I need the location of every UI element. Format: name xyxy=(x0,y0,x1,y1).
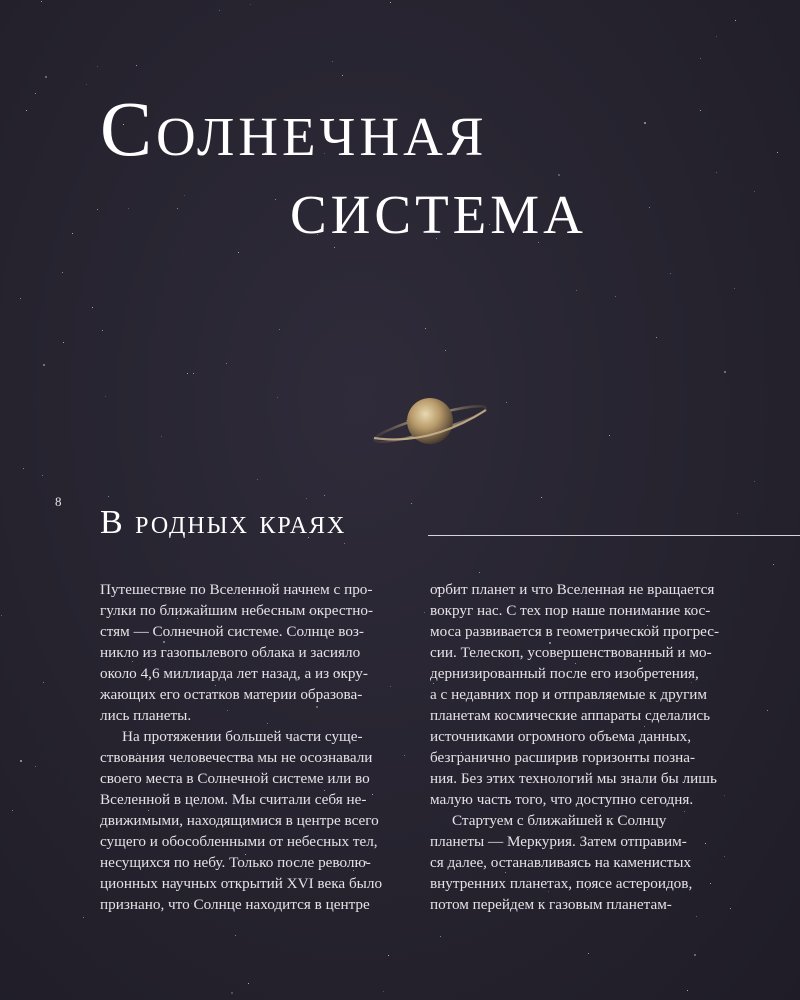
star xyxy=(62,272,63,273)
star xyxy=(342,75,343,76)
star xyxy=(644,122,646,124)
text-line: планетам космические аппараты сделались xyxy=(430,707,711,724)
text-line: вокруг нас. С тех пор наше понимание кос- xyxy=(430,602,711,619)
star xyxy=(506,402,507,403)
star xyxy=(576,290,577,291)
star xyxy=(411,503,412,504)
title-line-1: Солнечная xyxy=(100,85,488,172)
star xyxy=(541,497,542,498)
star xyxy=(1,615,2,616)
star xyxy=(219,10,220,11)
text-line: ствования человечества мы не осознавали xyxy=(100,749,373,766)
text-line: источниками огромного объема данных, xyxy=(430,728,692,745)
star xyxy=(344,543,345,544)
text-line: ционных научных открытий XVI века было xyxy=(100,875,383,892)
section-heading: В родных краях xyxy=(100,504,347,541)
star xyxy=(238,252,239,253)
star xyxy=(226,363,227,364)
star xyxy=(108,496,109,497)
text-line: Стартуем с ближайшей к Солнцу xyxy=(452,812,667,829)
text-line: ся далее, останавливаясь на каменистых xyxy=(430,854,692,871)
star xyxy=(23,468,24,469)
title-line-2: система xyxy=(290,163,587,250)
star xyxy=(279,329,280,330)
star xyxy=(767,710,768,711)
star xyxy=(83,917,84,918)
star xyxy=(735,20,736,21)
page-number: 8 xyxy=(55,494,62,509)
text-line: гулки по ближайшим небесным окрестно- xyxy=(100,602,374,619)
star xyxy=(700,110,701,111)
star xyxy=(687,990,688,991)
star xyxy=(35,93,36,94)
star xyxy=(777,152,778,153)
star xyxy=(250,4,251,5)
heading-divider xyxy=(428,535,800,536)
star xyxy=(390,2,391,3)
star xyxy=(63,342,64,343)
star xyxy=(248,983,249,984)
star xyxy=(43,682,44,683)
star xyxy=(161,436,162,437)
saturn-illustration xyxy=(368,396,492,452)
star xyxy=(425,328,426,329)
star xyxy=(235,935,236,936)
text-line: сущего и обособленными от небесных тел, xyxy=(100,833,378,850)
text-line: Путешествие по Вселенной начнем с про- xyxy=(100,581,373,598)
star xyxy=(724,795,725,796)
star xyxy=(700,58,701,59)
star xyxy=(716,36,717,37)
star xyxy=(724,856,725,857)
star xyxy=(20,760,22,762)
text-line: сии. Телескоп, усовершенствованный и мо- xyxy=(430,644,712,661)
star xyxy=(43,364,45,366)
text-line: признано, что Солнце находится в центре xyxy=(100,896,370,913)
star xyxy=(730,908,731,909)
star xyxy=(136,65,137,66)
star xyxy=(649,207,650,208)
star xyxy=(737,513,738,514)
star xyxy=(383,991,384,992)
star xyxy=(773,564,774,565)
text-line: стям — Солнечной системе. Солнце воз- xyxy=(100,623,364,640)
star xyxy=(257,479,258,480)
text-line: На протяжении большей части суще- xyxy=(122,728,363,745)
body-column-right xyxy=(430,579,720,915)
star xyxy=(97,66,98,67)
star xyxy=(277,397,278,398)
star xyxy=(306,498,307,499)
star xyxy=(187,373,188,374)
text-line: около 4,6 миллиарда лет назад, а из окру- xyxy=(100,665,368,682)
star xyxy=(97,209,98,210)
text-line: лись планеты. xyxy=(100,707,192,724)
star xyxy=(440,936,441,937)
text-line: а с недавних пор и отправляемые к другим xyxy=(430,686,708,703)
star xyxy=(231,992,233,994)
star xyxy=(102,330,103,331)
text-line: Вселенной в целом. Мы считали себя не- xyxy=(100,791,367,808)
text-line: дернизированный после его изобретения, xyxy=(430,665,699,682)
text-line: никло из газопылевого облака и засияло xyxy=(100,644,361,661)
text-line: жающих его остатков материи образова- xyxy=(100,686,363,703)
star xyxy=(694,954,696,956)
text-line: безгранично расширив горизонты позна- xyxy=(430,749,696,766)
star xyxy=(388,955,389,956)
star xyxy=(26,110,27,111)
star xyxy=(445,350,446,351)
star xyxy=(128,208,129,209)
star xyxy=(332,61,333,62)
star xyxy=(92,307,93,308)
star xyxy=(72,233,73,234)
star xyxy=(193,373,194,374)
star xyxy=(41,1,42,2)
body-column-left xyxy=(100,579,390,915)
star xyxy=(177,208,178,209)
text-line: планеты — Меркурия. Затем отправим- xyxy=(430,833,687,850)
star xyxy=(754,481,755,482)
star xyxy=(20,298,21,299)
star xyxy=(670,273,671,274)
text-line: несущихся по небу. Только после револю- xyxy=(100,854,371,871)
star xyxy=(724,371,726,373)
text-line: малую часть того, что доступно сегодня. xyxy=(430,791,694,808)
star xyxy=(184,195,185,196)
star xyxy=(324,495,325,496)
star xyxy=(754,191,755,192)
star xyxy=(45,76,47,78)
star xyxy=(105,396,106,397)
star xyxy=(424,612,425,613)
text-line: орбит планет и что Вселенная не вращается xyxy=(430,581,715,598)
star xyxy=(716,172,717,173)
star xyxy=(42,475,43,476)
star xyxy=(404,755,405,756)
text-line: потом перейдем к газовым планетам- xyxy=(430,896,672,913)
star xyxy=(35,766,36,767)
star xyxy=(275,199,276,200)
star xyxy=(734,288,735,289)
star xyxy=(615,296,616,297)
star xyxy=(656,337,657,338)
star xyxy=(696,916,697,917)
text-line: своего места в Солнечной системе или во xyxy=(100,770,370,787)
star xyxy=(588,953,589,954)
star xyxy=(390,686,391,687)
star xyxy=(12,810,13,811)
text-line: движимыми, находящимися в центре всего xyxy=(100,812,379,829)
star xyxy=(86,84,87,85)
text-line: внутренних планетах, поясе астероидов, xyxy=(430,875,693,892)
star xyxy=(609,435,610,436)
star xyxy=(479,572,480,573)
text-line: моса развивается в геометрической прогрес- xyxy=(430,623,720,640)
text-line: ния. Без этих технологий мы знали бы лишь xyxy=(430,770,717,787)
